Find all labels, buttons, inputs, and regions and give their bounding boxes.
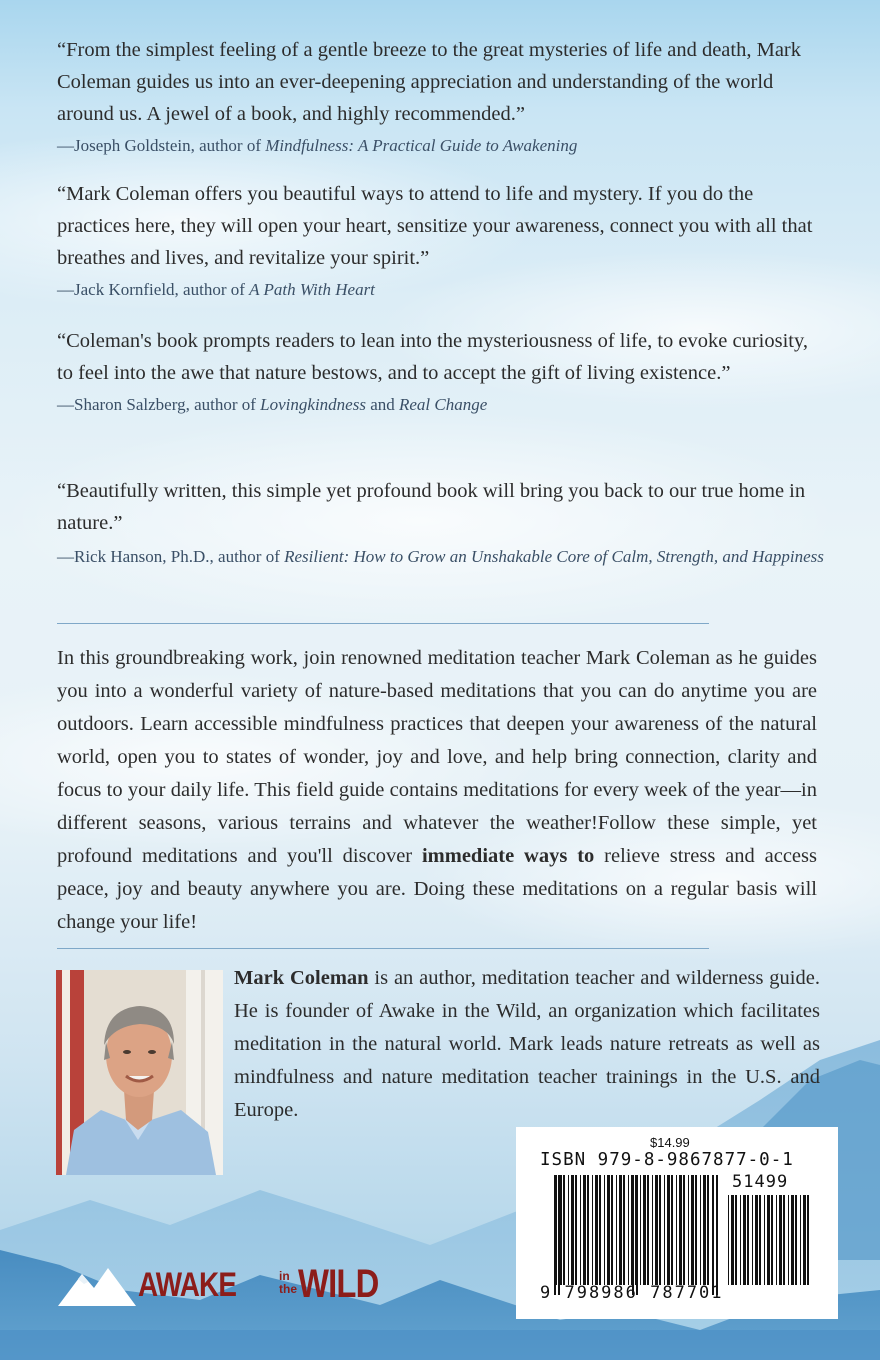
barcode-bar bbox=[583, 1175, 586, 1285]
ean-number: 9 798986 787701 bbox=[540, 1283, 724, 1303]
barcode-bar bbox=[800, 1195, 801, 1285]
book-title: Lovingkindness bbox=[260, 395, 366, 414]
barcode-bar bbox=[752, 1195, 753, 1285]
barcode-bar bbox=[556, 1175, 557, 1285]
logo-in-the: in the bbox=[279, 1269, 297, 1296]
barcode-bar bbox=[640, 1175, 641, 1285]
quote-text: “Coleman's book prompts readers to lean into the mysteriousness of life, to evoke curiosity, to feel into the awe that nature bestows, and to accept the gift of living existence.” bbox=[57, 330, 809, 384]
barcode-bar bbox=[679, 1175, 682, 1285]
barcode-guard-bar bbox=[716, 1175, 718, 1295]
barcode-bar bbox=[691, 1175, 694, 1285]
addon-number: 51499 bbox=[732, 1172, 789, 1192]
endorsement-quote-2 bbox=[57, 178, 827, 306]
barcode-bar bbox=[747, 1195, 749, 1285]
quote-attribution: —Jack Kornfield, author of A Path With Heart bbox=[57, 280, 375, 299]
barcode-bar bbox=[655, 1175, 658, 1285]
barcode-bar bbox=[587, 1175, 589, 1285]
barcode-bar bbox=[783, 1195, 785, 1285]
quote-text: “Mark Coleman offers you beautiful ways to attend to life and mystery. If you do the practices here, they will open your heart, sensitize your awareness, connect you with all that breathes and lives, and revitalize your spirit.” bbox=[57, 183, 813, 269]
barcode-bar bbox=[595, 1175, 598, 1285]
barcode-bar bbox=[568, 1175, 569, 1285]
barcode-bar bbox=[791, 1195, 794, 1285]
barcode-bar bbox=[683, 1175, 685, 1285]
barcode-bar bbox=[563, 1175, 565, 1285]
quote-attribution: —Sharon Salzberg, author of Lovingkindness and Real Change bbox=[57, 395, 488, 414]
barcode-bar bbox=[667, 1175, 670, 1285]
barcode-bar bbox=[676, 1175, 677, 1285]
barcode-guard-bar bbox=[632, 1175, 634, 1295]
description-emphasis: immediate ways to bbox=[421, 845, 595, 867]
logo-awake: AWAKE bbox=[138, 1266, 237, 1304]
barcode-bar bbox=[728, 1195, 729, 1285]
quote-attribution: —Joseph Goldstein, author of Mindfulness: A Practical Guide to Awakening bbox=[57, 136, 578, 155]
barcode-bar bbox=[664, 1175, 665, 1285]
barcode-bar bbox=[659, 1175, 661, 1285]
barcode-bar bbox=[604, 1175, 605, 1285]
barcode-bar bbox=[779, 1195, 782, 1285]
isbn-barcode-box bbox=[516, 1127, 838, 1319]
barcode-bar bbox=[611, 1175, 613, 1285]
barcode-bar bbox=[755, 1195, 758, 1285]
barcode-bar bbox=[571, 1175, 574, 1285]
barcode-bar bbox=[628, 1175, 629, 1285]
barcode-guard-bar bbox=[636, 1175, 638, 1295]
barcode-guard-bar bbox=[712, 1175, 714, 1295]
barcode-bar bbox=[619, 1175, 622, 1285]
barcode-bar bbox=[575, 1175, 577, 1285]
barcode-bar bbox=[771, 1195, 773, 1285]
author-bio: Mark Coleman is an author, meditation teacher and wilderness guide. He is founder of Awake in the Wild, an organization which facilitates meditation in the natural world. Mark leads nature retreats as well as mindfulness and nature meditation teacher trainings in the U.S. and Europe. bbox=[234, 967, 820, 1121]
barcode-bar bbox=[652, 1175, 653, 1285]
author-name: Mark Coleman bbox=[234, 967, 369, 989]
barcode-bar bbox=[695, 1175, 697, 1285]
barcode-bar bbox=[759, 1195, 761, 1285]
barcode-bar bbox=[807, 1195, 809, 1285]
barcode-bar bbox=[703, 1175, 706, 1285]
book-title: A Path With Heart bbox=[249, 280, 375, 299]
barcode-bar bbox=[743, 1195, 746, 1285]
barcode-bar bbox=[776, 1195, 777, 1285]
barcode-bar bbox=[592, 1175, 593, 1285]
barcode-bar bbox=[607, 1175, 610, 1285]
barcode-bar bbox=[740, 1195, 741, 1285]
barcode-bar bbox=[707, 1175, 709, 1285]
barcode-bar bbox=[764, 1195, 765, 1285]
barcode-bar bbox=[795, 1195, 797, 1285]
barcode-bar bbox=[671, 1175, 673, 1285]
barcode-bar bbox=[803, 1195, 806, 1285]
barcode-bar bbox=[767, 1195, 770, 1285]
book-title: Mindfulness: A Practical Guide to Awakening bbox=[265, 136, 578, 155]
barcode-bar bbox=[647, 1175, 649, 1285]
author-portrait-illustration bbox=[56, 970, 223, 1175]
isbn-label: ISBN 979-8-9867877-0-1 bbox=[540, 1150, 794, 1170]
barcode-bar bbox=[788, 1195, 789, 1285]
divider-top bbox=[57, 623, 709, 624]
barcode-bar bbox=[735, 1195, 737, 1285]
barcode-bar bbox=[599, 1175, 601, 1285]
awake-in-the-wild-logo bbox=[58, 1262, 398, 1312]
author-photo bbox=[56, 970, 223, 1175]
book-title-2: Real Change bbox=[399, 395, 488, 414]
barcode-bar bbox=[643, 1175, 646, 1285]
quote-attribution: —Rick Hanson, Ph.D., author of Resilient: How to Grow an Unshakable Core of Calm, Strength, and Happiness bbox=[57, 547, 824, 566]
price-label: $14.99 bbox=[650, 1135, 690, 1150]
endorsement-quote-1 bbox=[57, 34, 827, 162]
book-description: In this groundbreaking work, join renowned meditation teacher Mark Coleman as he guides you into a wonderful variety of nature-based meditations that you can do anytime you are outdoors. Learn accessible mindfulness practices that deepen your awareness of the natural world, open you to states of wonder, joy and love, and help bring connection, clarity and focus to your daily life. This field guide contains meditations for every week of the year—in different seasons, various terrains and whatever the weather!Follow these simple, yet profound meditations and you'll discover immediate ways to relieve stress and access peace, joy and beauty anywhere you are. Doing these meditations on a regular basis will change your life! bbox=[57, 647, 817, 933]
endorsement-quote-4 bbox=[57, 475, 827, 575]
barcode-bar bbox=[616, 1175, 617, 1285]
barcode-bar bbox=[700, 1175, 701, 1285]
mountain-logo-icon bbox=[58, 1262, 138, 1312]
barcode-guard-bar bbox=[558, 1175, 560, 1295]
barcode-bar bbox=[688, 1175, 689, 1285]
quote-text: “Beautifully written, this simple yet profound book will bring you back to our true home in nature.” bbox=[57, 480, 806, 534]
barcode-bar bbox=[623, 1175, 625, 1285]
quote-text: “From the simplest feeling of a gentle breeze to the great mysteries of life and death, Mark Coleman guides us into an ever-deepening appreciation and understanding of the world around us. A jewel of a book, and highly recommended.” bbox=[57, 39, 801, 125]
barcode-bar bbox=[731, 1195, 734, 1285]
book-title: Resilient: How to Grow an Unshakable Core of Calm, Strength, and Happiness bbox=[284, 547, 824, 566]
barcode-bar bbox=[580, 1175, 581, 1285]
logo-wild: WILD bbox=[298, 1262, 379, 1306]
barcode-guard-bar bbox=[554, 1175, 556, 1295]
divider-bottom bbox=[57, 948, 709, 949]
endorsement-quote-3 bbox=[57, 325, 827, 421]
